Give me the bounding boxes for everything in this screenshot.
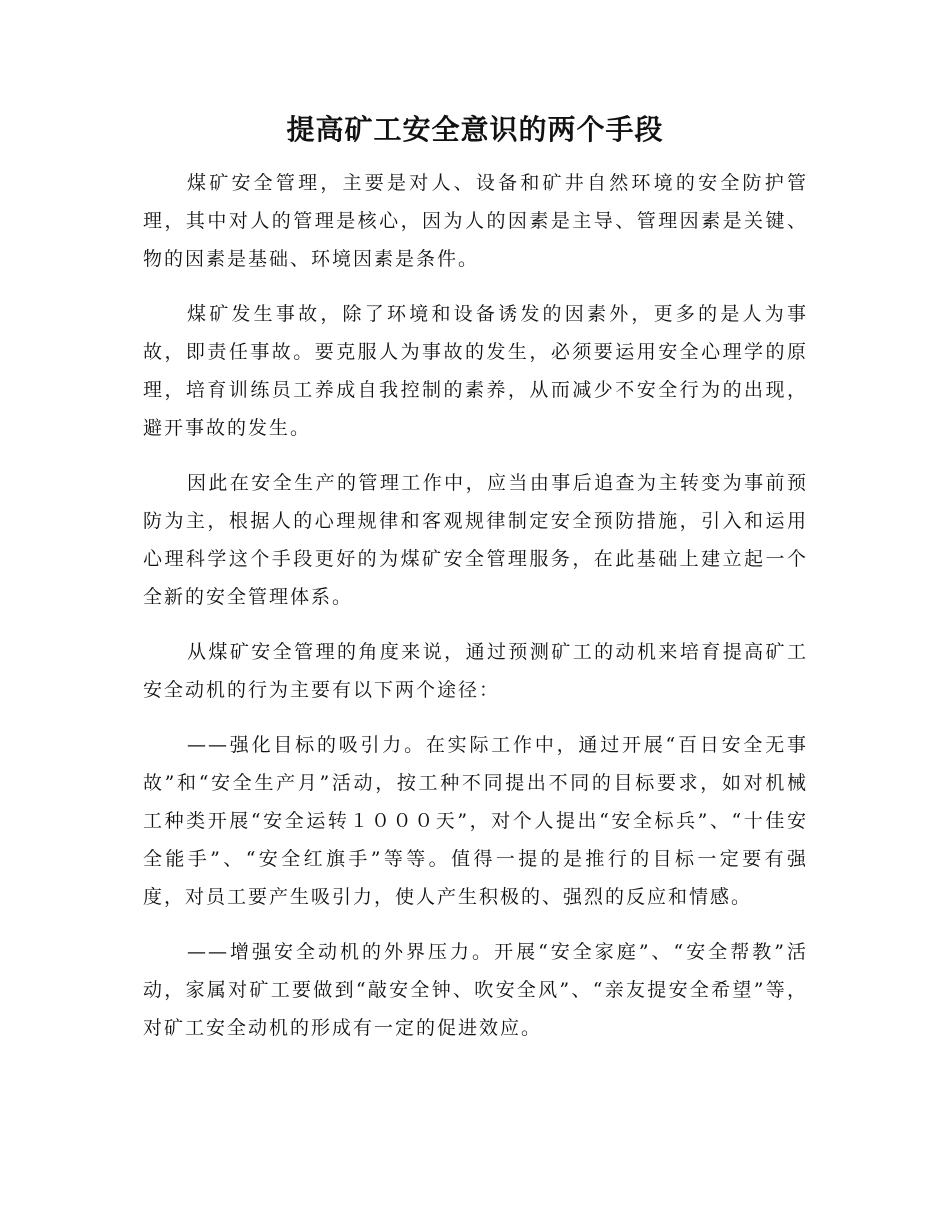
paragraph-3: 因此在安全生产的管理工作中，应当由事后追查为主转变为事前预防为主，根据人的心理规律和客观规律制定安全预防措施，引入和运用心理科学这个手段更好的为煤矿安全管理服务，在此基础上建立起一个全新的安全管理体系。 (143, 472, 808, 608)
document-body (143, 164, 808, 1064)
paragraph-6: ——增强安全动机的外界压力。开展“安全家庭”、“安全帮教”活动，家属对矿工要做到“敲安全钟、吹安全风”、“亲友提安全希望”等，对矿工安全动机的形成有一定的促进效应。 (143, 941, 808, 1039)
paragraph-2: 煤矿发生事故，除了环境和设备诱发的因素外，更多的是人为事故，即责任事故。要克服人为事故的发生，必须要运用安全心理学的原理，培育训练员工养成自我控制的素养，从而减少不安全行为的出现，避开事故的发生。 (143, 303, 808, 439)
document-title: 提高矿工安全意识的两个手段 (286, 113, 664, 146)
paragraph-1: 煤矿安全管理，主要是对人、设备和矿井自然环境的安全防护管理，其中对人的管理是核心，因为人的因素是主导、管理因素是关键、物的因素是基础、环境因素是条件。 (143, 172, 808, 270)
paragraph-4: 从煤矿安全管理的角度来说，通过预测矿工的动机来培育提高矿工安全动机的行为主要有以下两个途径： (143, 641, 808, 701)
paragraph-5: ——强化目标的吸引力。在实际工作中，通过开展“百日安全无事故”和“安全生产月”活动，按工种不同提出不同的目标要求，如对机械工种类开展“安全运转１０００天”，对个人提出“安全标兵”、“十佳安全能手”、“安全红旗手”等等。值得一提的是推行的目标一定要有强度，对员工要产生吸引力，使人产生积极的、强烈的反应和情感。 (143, 734, 808, 908)
